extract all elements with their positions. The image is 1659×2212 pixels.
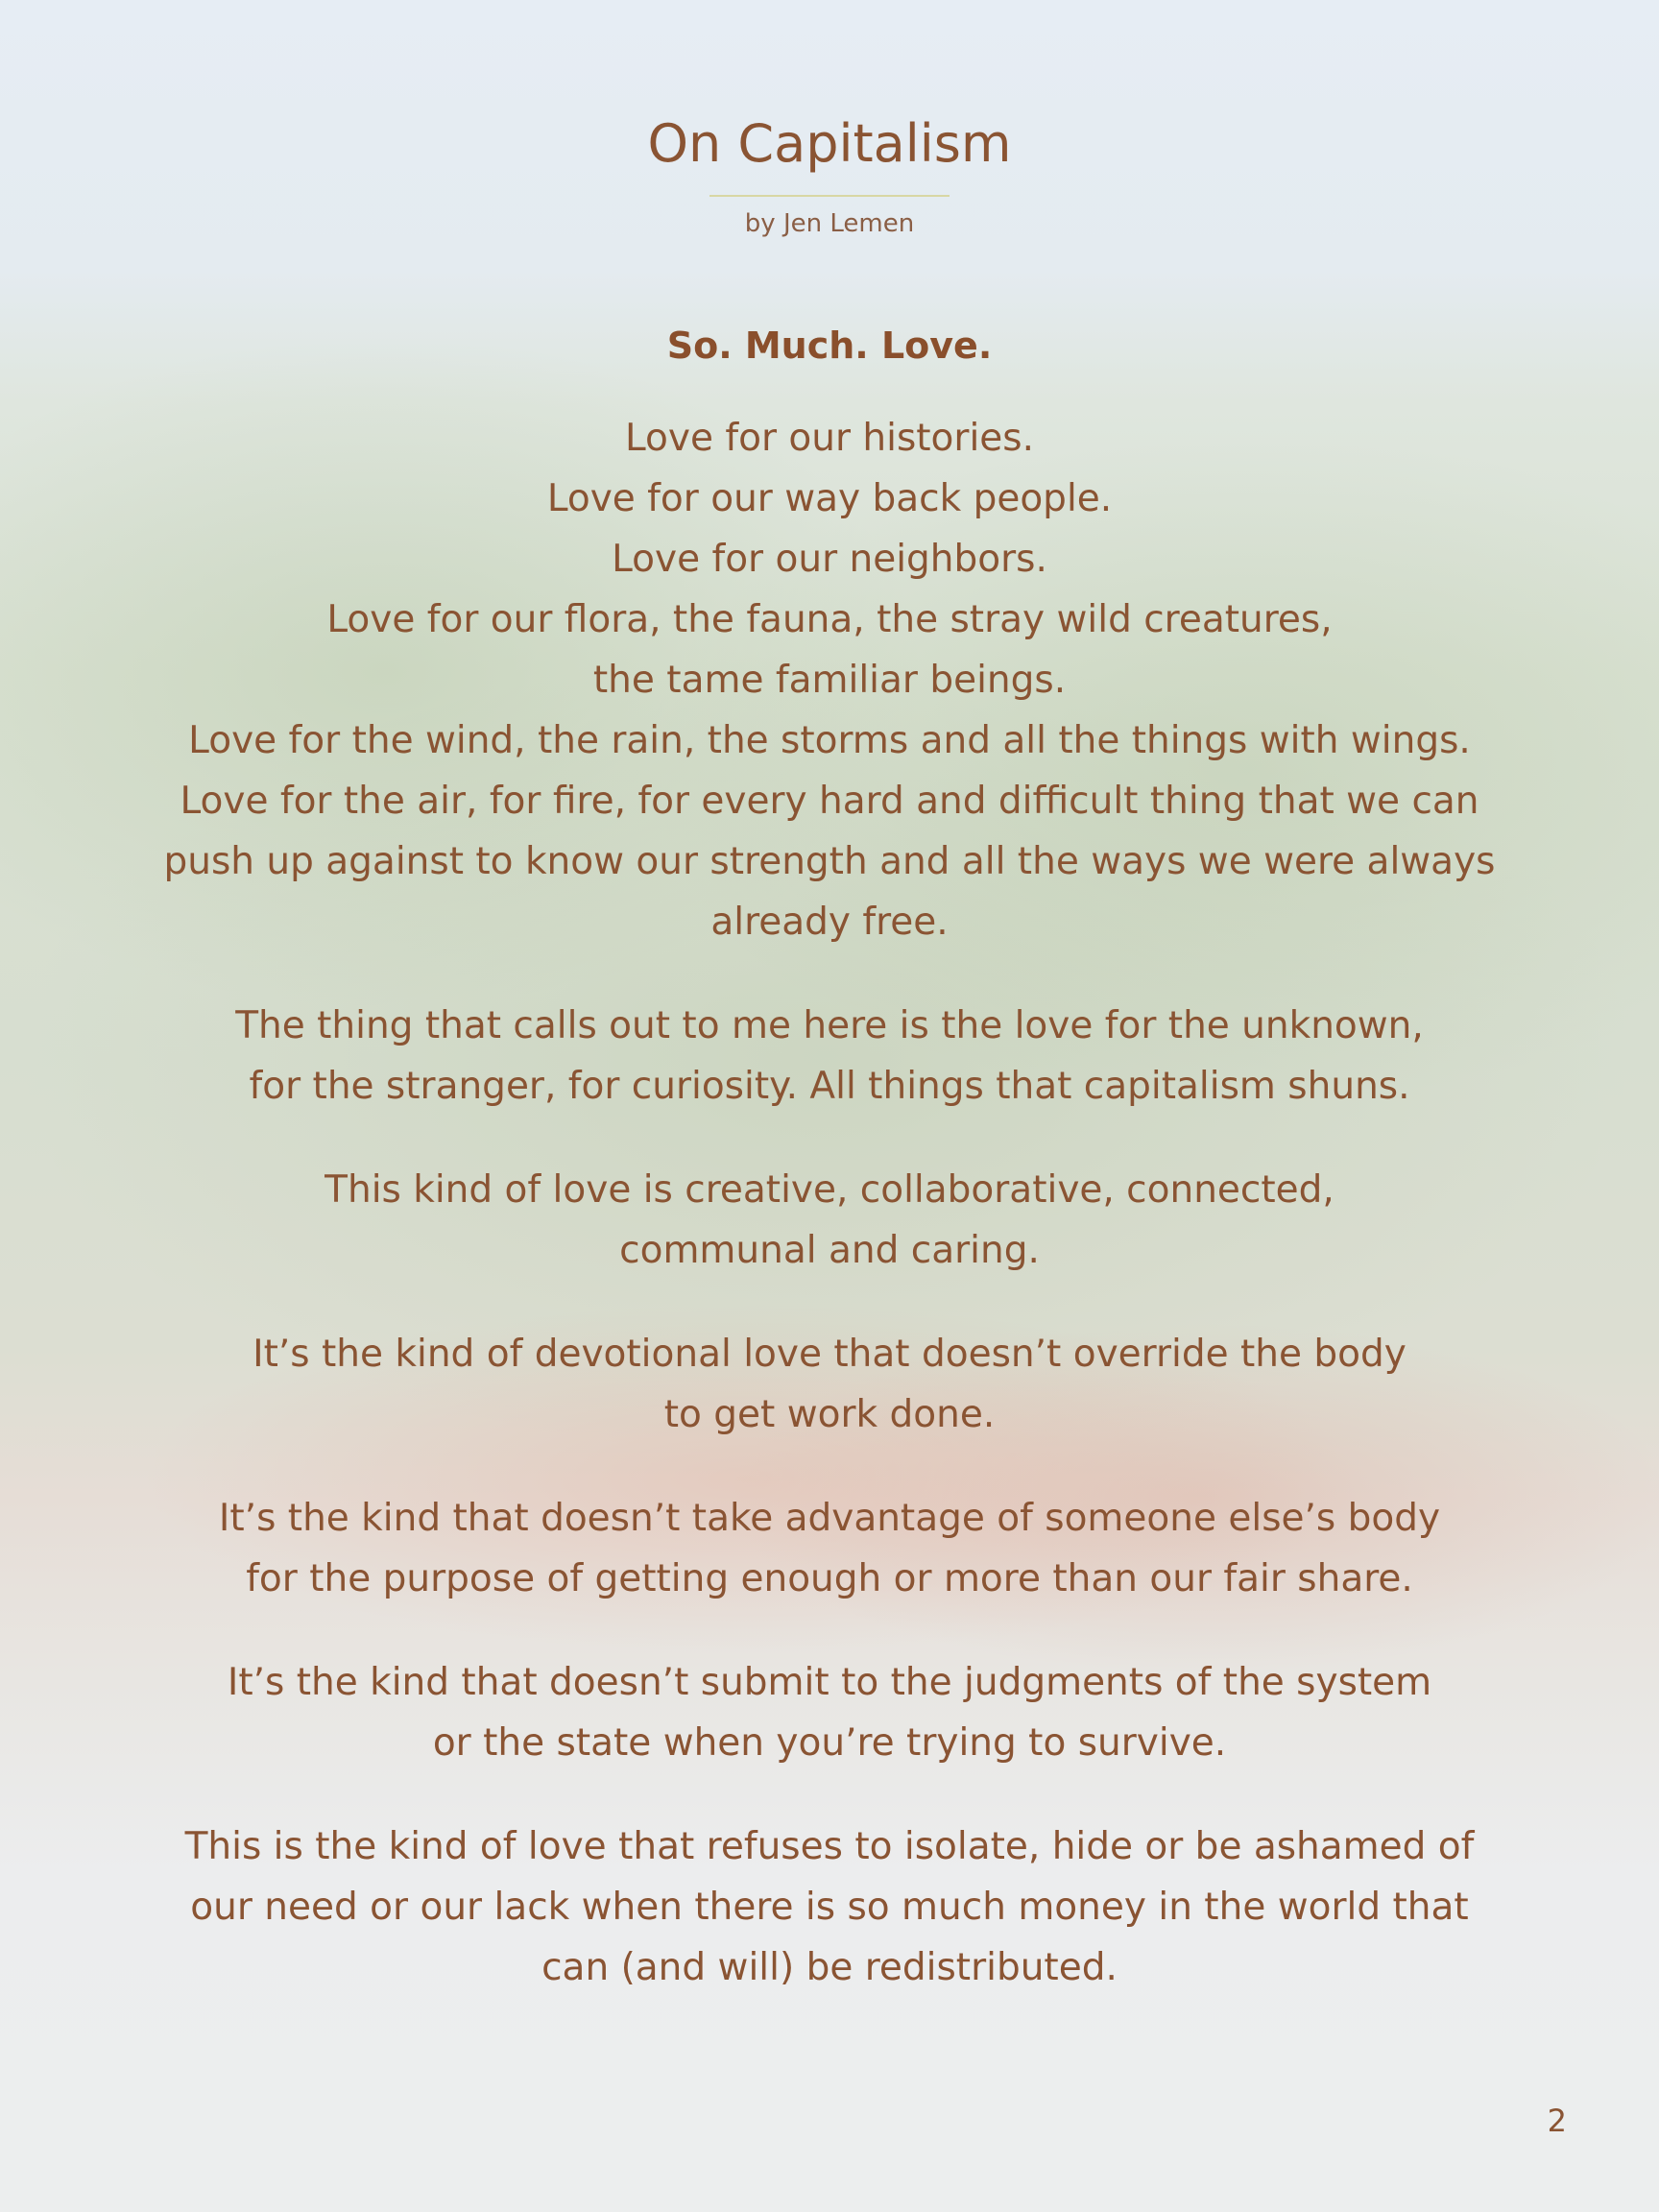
stanza-line: Love for the wind, the rain, the storms and all the things with wings. [188, 719, 1471, 762]
stanza [96, 1816, 1563, 1998]
stanza [96, 1324, 1563, 1445]
stanza-line: already free. [710, 901, 949, 944]
stanza-line: our need or our lack when there is so much money in the world that [190, 1886, 1469, 1929]
body-text [96, 408, 1563, 2041]
stanza-line: The thing that calls out to me here is the love for the unknown, [235, 1004, 1424, 1047]
stanza-line: can (and will) be redistributed. [541, 1946, 1118, 1989]
stanza-line: It’s the kind of devotional love that doesn’t override the body [252, 1333, 1407, 1376]
stanza [96, 408, 1563, 952]
stanza-line: for the purpose of getting enough or more than our fair share. [246, 1557, 1413, 1600]
page-number: 2 [1547, 2103, 1567, 2139]
stanza [96, 1160, 1563, 1281]
stanza [96, 1488, 1563, 1609]
stanza-line: Love for our histories. [624, 417, 1034, 460]
stanza-line: to get work done. [663, 1393, 996, 1436]
stanza [96, 996, 1563, 1117]
stanza-line: for the stranger, for curiosity. All things that capitalism shuns. [249, 1065, 1410, 1108]
stanza-line: This is the kind of love that refuses to isolate, hide or be ashamed of [184, 1825, 1475, 1868]
stanza-line: Love for our neighbors. [612, 538, 1047, 581]
stanza-line: or the state when you’re trying to survive. [432, 1721, 1227, 1765]
author-byline: by Jen Lemen [744, 209, 915, 238]
stanza [96, 1652, 1563, 1773]
stanza-line: communal and caring. [619, 1229, 1040, 1272]
title-divider [709, 195, 950, 197]
stanza-line: the tame familiar beings. [592, 659, 1067, 702]
stanza-line: Love for our flora, the fauna, the stray wild creatures, [326, 598, 1333, 641]
stanza-line: Love for the air, for fire, for every hard and difficult thing that we can [180, 780, 1479, 823]
stanza-line: Love for our way back people. [546, 477, 1113, 520]
document-title: On Capitalism [647, 113, 1012, 174]
stanza-line: It’s the kind that doesn’t submit to the judgments of the system [227, 1661, 1432, 1704]
stanza-line: push up against to know our strength and all the ways we were always [163, 840, 1496, 883]
section-heading: So. Much. Love. [666, 325, 993, 367]
stanza-line: It’s the kind that doesn’t take advantage of someone else’s body [218, 1497, 1441, 1540]
stanza-line: This kind of love is creative, collaborative, connected, [325, 1168, 1334, 1212]
